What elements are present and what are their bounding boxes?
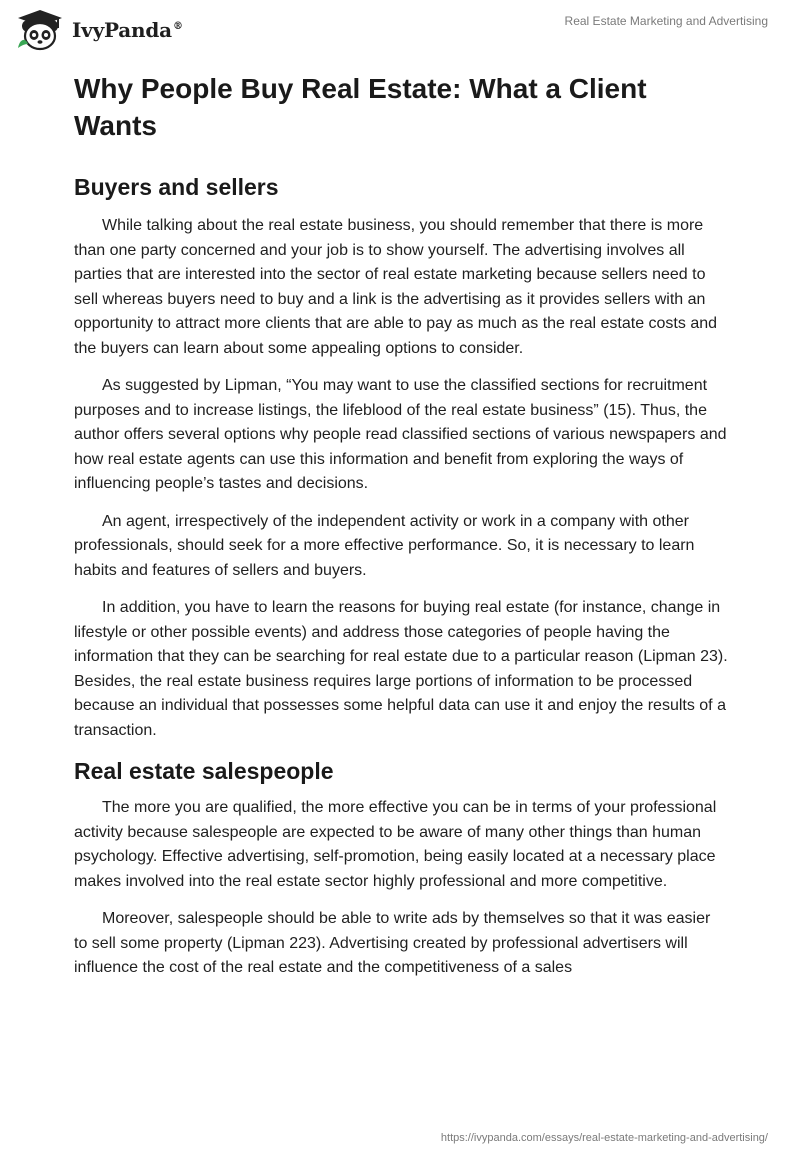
source-url[interactable]: https://ivypanda.com/essays/real-estate-marketing-and-advertising/	[440, 1132, 768, 1144]
panda-graduate-icon	[14, 8, 66, 52]
running-title: Real Estate Marketing and Advertising	[564, 14, 768, 28]
paragraph: While talking about the real estate business, you should remember that there is more than one party concerned and your job is to show yourself. The advertising involves all parties that are interested into the sector of real estate marketing because sellers need to sell whereas buyers need to buy and a link is the advertising as it provides sellers with an opportunity to attract more clients that are able to pay as much as the real estate costs and the buyers can learn about some appealing options to consider.	[74, 217, 718, 357]
section-heading-salespeople: Real estate salespeople	[74, 758, 334, 784]
paragraph: Moreover, salespeople should be able to write ads by themselves so that it was easier to sell some property (Lipman 223). Advertising created by professional advertisers will influence the cost of the real estate and the competitiveness of a sales	[74, 910, 711, 976]
article	[74, 70, 728, 994]
paragraph: The more you are qualified, the more effective you can be in terms of your professional activity because salespeople are expected to be aware of many other things than human psychology. Effective advertising, self-promotion, being easily located at a necessary place makes involved into the real estate sector highly professional and more competitive.	[74, 799, 717, 890]
ivypanda-logo[interactable]	[14, 8, 183, 52]
paragraph: As suggested by Lipman, “You may want to use the classified sections for recruitment purposes and to increase listings, the lifeblood of the real estate business” (15). Thus, the author offers several options why people read classified sections of various newspapers and how real estate agents can use this information and benefit from exploring the ways of influencing people’s tastes and decisions.	[74, 377, 727, 492]
paragraph: An agent, irrespectively of the independent activity or work in a company with other professionals, should seek for a more effective performance. So, it is necessary to learn habits and features of sellers and buyers.	[74, 512, 695, 579]
paragraph: In addition, you have to learn the reasons for buying real estate (for instance, change in lifestyle or other possible events) and address those categories of people having the information that they can be searching for real estate due to a particular reason (Lipman 23). Besides, the real estate business requires large portions of information to be processed because an individual that possesses some helpful data can use it and enjoy the results of a transaction.	[74, 599, 728, 739]
section-heading-buyers-sellers: Buyers and sellers	[74, 174, 279, 200]
page-title: Why People Buy Real Estate: What a Client Wants	[74, 73, 647, 141]
brand-name: IvyPanda®	[72, 18, 183, 42]
page-header	[0, 0, 800, 60]
